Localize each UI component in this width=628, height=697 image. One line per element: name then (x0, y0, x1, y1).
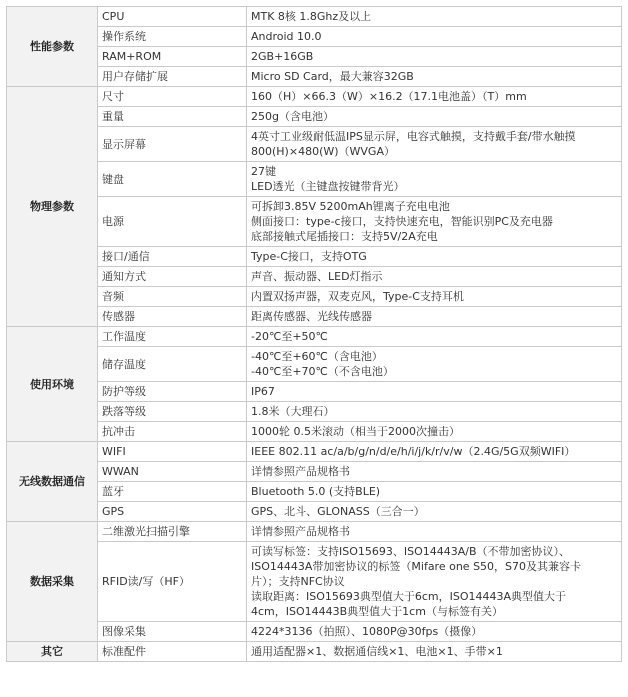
table-row (7, 382, 622, 402)
value-line: Bluetooth 5.0 (支持BLE) (251, 485, 381, 498)
item-cell: 抗冲击 (98, 422, 247, 442)
value-line: 可拆卸3.85V 5200mAh锂离子充电电池 (251, 200, 450, 213)
item-cell: 音频 (98, 287, 247, 307)
value-cell (247, 7, 622, 27)
category-cell: 性能参数 (7, 7, 98, 87)
item-cell: 储存温度 (98, 347, 247, 382)
value-line: GPS、北斗、GLONASS（三合一） (251, 505, 425, 518)
value-line: -40℃至+60℃（含电池） (251, 350, 383, 363)
value-cell (247, 382, 622, 402)
table-row (7, 67, 622, 87)
table-row (7, 522, 622, 542)
value-cell (247, 87, 622, 107)
value-line: 27键 (251, 165, 276, 178)
spec-table-body (7, 7, 622, 662)
value-line: 详情参照产品规格书 (251, 525, 350, 538)
table-row (7, 462, 622, 482)
item-cell: 标准配件 (98, 642, 247, 662)
table-row (7, 162, 622, 197)
value-line: 通用适配器×1、数据通信线×1、电池×1、手带×1 (251, 645, 503, 658)
value-line: -20℃至+50℃ (251, 330, 328, 343)
table-row (7, 482, 622, 502)
value-cell (247, 197, 622, 247)
value-cell (247, 347, 622, 382)
table-row (7, 422, 622, 442)
table-row (7, 7, 622, 27)
value-cell (247, 482, 622, 502)
table-row (7, 247, 622, 267)
item-cell: 电源 (98, 197, 247, 247)
table-row (7, 287, 622, 307)
item-cell: 跌落等级 (98, 402, 247, 422)
table-row (7, 27, 622, 47)
value-line: LED透光（主键盘按键带背光） (251, 180, 405, 193)
item-cell: WIFI (98, 442, 247, 462)
table-row (7, 442, 622, 462)
item-cell: 键盘 (98, 162, 247, 197)
value-cell (247, 622, 622, 642)
item-cell: 尺寸 (98, 87, 247, 107)
table-row (7, 347, 622, 382)
table-row (7, 502, 622, 522)
value-line: 可读写标签：支持ISO15693、ISO14443A/B（不带加密协议）、 (251, 545, 571, 558)
item-cell: WWAN (98, 462, 247, 482)
table-row (7, 127, 622, 162)
category-cell: 使用环境 (7, 327, 98, 442)
value-line: 250g（含电池） (251, 110, 334, 123)
value-line: 4cm，ISO14443B典型值大于1cm（与标签有关） (251, 605, 503, 618)
value-line: 侧面接口：type-c接口，支持快速充电，智能识别PC及充电器 (251, 215, 553, 228)
item-cell: 传感器 (98, 307, 247, 327)
value-line: ISO14443A带加密协议的标签（Mifare one S50，S70及其兼容卡 (251, 560, 582, 573)
value-cell (247, 442, 622, 462)
table-row (7, 402, 622, 422)
value-cell (247, 127, 622, 162)
value-line: IP67 (251, 385, 275, 398)
value-line: 底部接触式尾插接口：支持5V/2A充电 (251, 230, 438, 243)
value-line: Micro SD Card，最大兼容32GB (251, 70, 414, 83)
spec-table (6, 6, 622, 662)
value-line: 片）；支持NFC协议 (251, 575, 345, 588)
value-line: IEEE 802.11 ac/a/b/g/n/d/e/h/i/j/k/r/v/w（2.4G/5G双频WIFI） (251, 445, 576, 458)
item-cell: 通知方式 (98, 267, 247, 287)
category-cell: 其它 (7, 642, 98, 662)
category-cell: 物理参数 (7, 87, 98, 327)
item-cell: RAM+ROM (98, 47, 247, 67)
item-cell: RFID读/写（HF） (98, 542, 247, 622)
value-cell (247, 327, 622, 347)
item-cell: GPS (98, 502, 247, 522)
value-line: -40℃至+70℃（不含电池） (251, 365, 394, 378)
value-cell (247, 422, 622, 442)
category-cell: 数据采集 (7, 522, 98, 642)
value-cell (247, 67, 622, 87)
value-line: Type-C接口，支持OTG (251, 250, 367, 263)
category-cell: 无线数据通信 (7, 442, 98, 522)
value-line: 1.8米（大理石） (251, 405, 335, 418)
item-cell: 工作温度 (98, 327, 247, 347)
value-cell (247, 522, 622, 542)
value-cell (247, 462, 622, 482)
value-line: 距离传感器、光线传感器 (251, 310, 372, 323)
table-row (7, 307, 622, 327)
table-row (7, 327, 622, 347)
table-row (7, 47, 622, 67)
value-cell (247, 107, 622, 127)
item-cell: 显示屏幕 (98, 127, 247, 162)
value-cell (247, 502, 622, 522)
item-cell: 图像采集 (98, 622, 247, 642)
item-cell: 蓝牙 (98, 482, 247, 502)
value-line: 读取距离：ISO15693典型值大于6cm，ISO14443A典型值大于 (251, 590, 567, 603)
value-line: Android 10.0 (251, 30, 322, 43)
item-cell: 操作系统 (98, 27, 247, 47)
table-row (7, 622, 622, 642)
value-cell (247, 267, 622, 287)
value-cell (247, 162, 622, 197)
value-line: 4224*3136（拍照）、1080P@30fps（摄像） (251, 625, 483, 638)
value-line: 160（H）×66.3（W）×16.2（17.1电池盖）（T）mm (251, 90, 527, 103)
value-line: 声音、振动器、LED灯指示 (251, 270, 383, 283)
table-row (7, 542, 622, 622)
item-cell: 重量 (98, 107, 247, 127)
value-line: 2GB+16GB (251, 50, 314, 63)
value-cell (247, 402, 622, 422)
value-cell (247, 642, 622, 662)
item-cell: 用户存储扩展 (98, 67, 247, 87)
table-row (7, 87, 622, 107)
item-cell: 二维激光扫描引擎 (98, 522, 247, 542)
table-row (7, 642, 622, 662)
value-line: 4英寸工业级耐低温IPS显示屏，电容式触摸，支持戴手套/带水触摸 (251, 130, 576, 143)
value-cell (247, 542, 622, 622)
item-cell: CPU (98, 7, 247, 27)
table-row (7, 197, 622, 247)
value-cell (247, 307, 622, 327)
value-line: 800(H)×480(W)（WVGA） (251, 145, 395, 158)
value-line: 1000轮 0.5米滚动（相当于2000次撞击） (251, 425, 460, 438)
item-cell: 防护等级 (98, 382, 247, 402)
table-row (7, 267, 622, 287)
value-line: 内置双扬声器，双麦克风，Type-C支持耳机 (251, 290, 464, 303)
value-cell (247, 27, 622, 47)
value-cell (247, 47, 622, 67)
value-line: 详情参照产品规格书 (251, 465, 350, 478)
table-row (7, 107, 622, 127)
value-cell (247, 287, 622, 307)
value-line: MTK 8核 1.8Ghz及以上 (251, 10, 372, 23)
item-cell: 接口/通信 (98, 247, 247, 267)
value-cell (247, 247, 622, 267)
